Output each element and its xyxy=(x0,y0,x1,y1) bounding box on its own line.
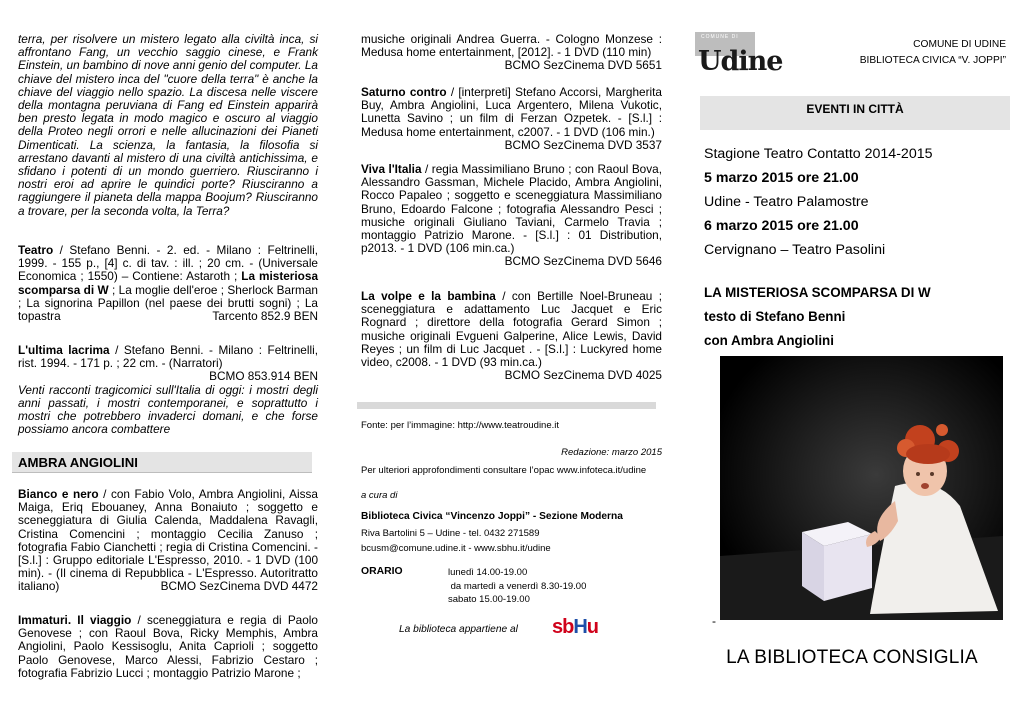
show-title: LA MISTERIOSA SCOMPARSA DI W xyxy=(704,285,931,300)
org-line-2: BIBLIOTECA CIVICA “V. JOPPI” xyxy=(859,55,1006,66)
stage-photo-illustration xyxy=(720,356,1003,620)
viva-call-number: BCMO SezCinema DVD 5646 xyxy=(504,254,662,269)
immaturi-title: Immaturi. Il viaggio xyxy=(18,613,132,627)
volpe-title: La volpe e la bambina xyxy=(361,289,496,303)
opening-hours-label: ORARIO xyxy=(361,566,403,577)
immaturi-entry xyxy=(18,614,318,680)
continued-call-number: BCMO SezCinema DVD 5651 xyxy=(504,58,662,73)
bianco-call-number: BCMO SezCinema DVD 4472 xyxy=(160,579,318,594)
events-heading xyxy=(700,96,1010,130)
library-contacts: bcusm@comune.udine.it - www.sbhu.it/udine xyxy=(361,543,551,554)
intro-text: terra, per risolvere un mistero legato alla civiltà inca, si affrontano Fang, un vecchio saggio cinese, e Frank Einstein, un bambino di nove anni genio del computer. La chiave del mistero inca del "cuore della terra" è anche la chiave del viaggio nello spazio. La discesa nelle viscere della montagna peruviana di Fang ed Einstein apparirà ben presto legata in modo magico e oscuro al viaggio della Proteo negli orrori e nelle allucinazioni dei Pianeti Dimenticati. La scienza, la fantasia, la filosofia si arrestano davanti al mistero di una civiltà antichissima, e sfidano i potenti di un mondo guerriero. Riusciranno i nostri eroi ad aprire le quindici porte? Riusciranno a raggiungere il pianeta della mappa Boojum? Riusciranno a trovare, per la seconda volta, la Terra? xyxy=(18,32,318,218)
event-date-1: 5 marzo 2015 ore 21.00 xyxy=(704,170,859,186)
bianco-entry xyxy=(18,488,318,594)
saturno-call-number: BCMO SezCinema DVD 3537 xyxy=(504,137,662,152)
divider-rule xyxy=(357,402,656,409)
section-heading-text: AMBRA ANGIOLINI xyxy=(18,455,138,470)
saturno-title: Saturno contro xyxy=(361,85,447,99)
logo-text: Udine xyxy=(698,46,783,77)
teatro-entry xyxy=(18,244,318,323)
bianco-title: Bianco e nero xyxy=(18,487,99,501)
opac-note: Per ulteriori approfondimenti consultare l’opac www.infoteca.it/udine xyxy=(361,465,647,476)
logo-small-text: COMUNE DI xyxy=(701,34,739,40)
lacrima-description: Venti racconti tragicomici sull'Italia di oggi: i mostri degli anni passati, i mostri contemporanei, e soprattutto i mostri che potrebbero invaderci domani, e che forse possiamo ancora combattere xyxy=(18,382,318,437)
intro-paragraph xyxy=(18,33,318,218)
sbhu-logo-text: sbHu xyxy=(552,616,599,638)
event-venue-2: Cervignano – Teatro Pasolini xyxy=(704,242,886,258)
network-note: La biblioteca appartiene al xyxy=(399,624,518,635)
continued-text: musiche originali Andrea Guerra. - Cologno Monzese : Medusa home entertainment, [2012]. - 1 DVD (110 min) xyxy=(361,32,662,60)
hours-weekdays: da martedì a venerdì 8.30-19.00 xyxy=(448,580,587,592)
saturno-text: / [interpreti] Stefano Accorsi, Margherita Buy, Ambra Angiolini, Luca Argentero, Milena Vukotic, Lunetta Savino ; un film di Ferzan Ozpetek. - [S.l.] : Medusa home entertainment, c2007. - 1 DVD (106 min.) xyxy=(361,85,662,139)
viva-title: Viva l'Italia xyxy=(361,162,422,176)
image-source: Fonte: per l’immagine: http://www.teatroudine.it xyxy=(361,420,560,431)
teatro-text-2: ; La moglie dell'eroe ; Sherlock Barman ; La signorina Papillon (nel paese dei brutti sogni) ; La topastra xyxy=(18,282,318,324)
hours-monday: lunedì 14.00-19.00 xyxy=(448,567,528,578)
lacrima-text: / Stefano Benni. - Milano : Feltrinelli, rist. 1994. - 171 p. ; 22 cm. - (Narratori) xyxy=(18,343,318,371)
teatro-text: / Stefano Benni. - 2. ed. - Milano : Feltrinelli, 1999. - 155 p., [4] c. di tav. : ill. ; 20 cm. - (Universale Economica ; 1550) – Contiene: Astaroth ; xyxy=(18,243,318,284)
events-heading-text: EVENTI IN CITTÀ xyxy=(806,102,904,116)
viva-text: / regia Massimiliano Bruno ; con Raoul Bova, Alessandro Gassman, Michele Placido, Ambra Angiolini, Rocco Papaleo ; soggetto e sceneggiatura Massimiliano Bruno, Edoardo Falcone ; fotografia Alessandro Pesci ; musiche originali Giuliano Taviani, Carmelo Travia ; montaggio Patrizio Marone. - [S.l.] : 01 Distribution, p2013. - 1 DVD (106 min.ca.) xyxy=(361,162,662,256)
photo-caption-dash: - xyxy=(712,614,716,628)
lacrima-entry xyxy=(18,344,318,436)
org-line-1: COMUNE DI UDINE xyxy=(913,39,1006,50)
redazione-note: Redazione: marzo 2015 xyxy=(561,447,662,458)
organization-header xyxy=(860,37,1006,69)
hours-saturday: sabato 15.00-19.00 xyxy=(448,594,530,605)
saturno-entry xyxy=(361,86,662,152)
library-address: Riva Bartolini 5 – Udine - tel. 0432 271589 xyxy=(361,528,540,539)
teatro-call-number: Tarcento 852.9 BEN xyxy=(212,309,318,324)
comune-udine-logo xyxy=(695,30,783,77)
lacrima-call-number: BCMO 853.914 BEN xyxy=(209,369,318,384)
lacrima-title: L'ultima lacrima xyxy=(18,343,110,357)
volpe-call-number: BCMO SezCinema DVD 4025 xyxy=(504,368,662,383)
a-cura-label: a cura di xyxy=(361,490,398,501)
show-author: testo di Stefano Benni xyxy=(704,309,846,324)
viva-entry xyxy=(361,163,662,269)
volpe-entry xyxy=(361,290,662,382)
teatro-title: Teatro xyxy=(18,243,54,257)
event-date-2: 6 marzo 2015 ore 21.00 xyxy=(704,218,859,234)
footer-title: LA BIBLIOTECA CONSIGLIA xyxy=(726,647,978,668)
sbhu-logo xyxy=(552,616,598,639)
event-venue-1: Udine - Teatro Palamostre xyxy=(704,194,869,210)
show-actor: con Ambra Angiolini xyxy=(704,333,834,348)
volpe-text: / con Bertille Noel-Bruneau ; sceneggiatura e adattamento Luc Jacquet e Eric Rognard ; direttore della fotografia Gerard Simon ; musiche originali Evgueni Galperine, Alice Lewis, David Reyes ; un film di Luc Jacquet . - [S.l.] : Luckyred home video, c2008. - 1 DVD (93 min.ca.) xyxy=(361,289,662,370)
stage-photo xyxy=(720,356,1003,620)
event-season: Stagione Teatro Contatto 2014-2015 xyxy=(704,146,933,162)
teatro-bold-title: La misteriosa scomparsa di W xyxy=(18,269,319,297)
library-name: Biblioteca Civica “Vincenzo Joppi” - Sezione Moderna xyxy=(361,511,623,522)
immaturi-continued xyxy=(361,33,662,73)
opening-hours xyxy=(448,566,586,607)
section-heading xyxy=(12,452,312,473)
immaturi-text: / sceneggiatura e regia di Paolo Genovese ; con Raoul Bova, Ricky Memphis, Ambra Angiolini, Paolo Kessisoglu, Anita Caprioli ; soggetto Paolo Genovese, Marco Alessi, Fabrizio Cestaro ; fotografia Fabrizio Lucci ; montaggio Patrizio Marone ; xyxy=(18,613,318,680)
bianco-text: / con Fabio Volo, Ambra Angiolini, Aissa Maiga, Eriq Ebouaney, Anna Bonaiuto ; soggetto e sceneggiatura di Giulia Calenda, Maddalena Ravagli, Cristina Comencini ; montaggio Cecilia Zanuso ; fotografia Fabio Cianchetti ; regia di Cristina Comencini. - [S.l.] : Gruppo editoriale L'Espresso, 2010. - 1 DVD (100 min). - (Il cinema di Repubblica - L'Espresso. Autoritratto italiano) xyxy=(18,487,318,594)
